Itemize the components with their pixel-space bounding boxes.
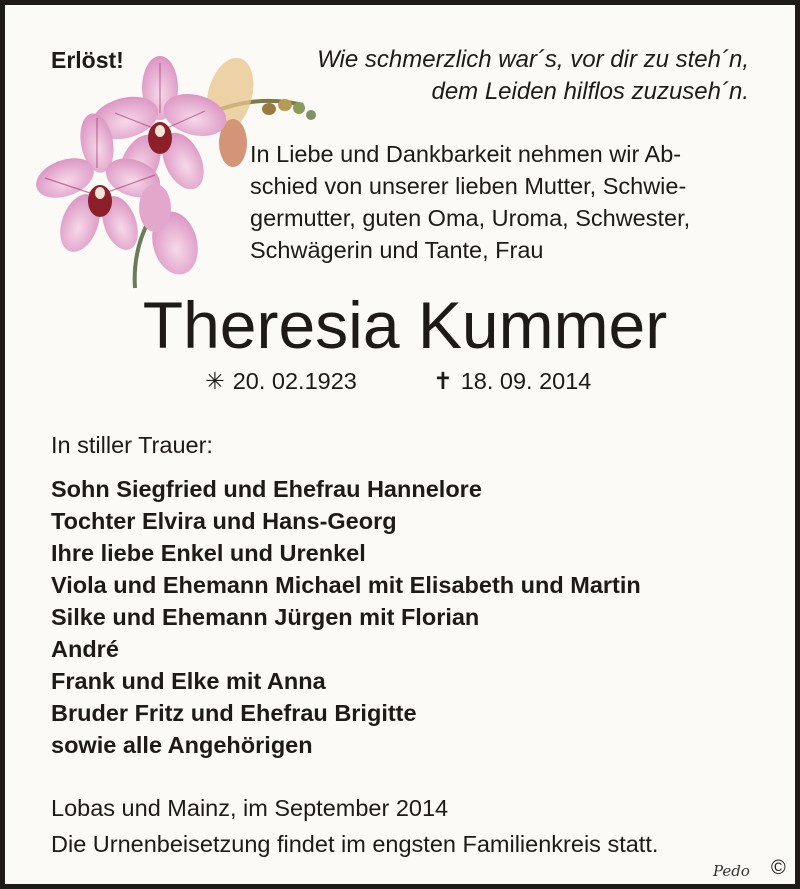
intro-line: germutter, guten Oma, Uroma, Schwester,	[250, 205, 691, 231]
burial-notice: Die Urnenbeisetzung findet im engsten Familienkreis statt.	[51, 831, 659, 857]
copyright-icon: ©	[771, 857, 786, 879]
intro-line: In Liebe und Dankbarkeit nehmen wir Ab-	[250, 141, 682, 167]
birth-star-icon: ✳	[205, 368, 225, 394]
intro-text	[250, 138, 770, 266]
exclamation-heading: Erlöst!	[51, 47, 124, 73]
list-item: sowie alle Angehörigen	[51, 732, 313, 758]
list-item: Viola und Ehemann Michael mit Elisabeth und Martin	[51, 572, 641, 598]
intro-line: schied von unserer lieben Mutter, Schwie-	[250, 173, 687, 199]
designer-signature: Pedo	[713, 862, 750, 880]
birth-date-group	[205, 367, 357, 395]
death-cross-icon: ✝	[433, 368, 453, 394]
intro-line: Schwägerin und Tante, Frau	[250, 237, 544, 263]
list-item: Ihre liebe Enkel und Urenkel	[51, 540, 366, 566]
birth-date: 20. 02.1923	[232, 368, 357, 394]
list-item: André	[51, 636, 119, 662]
mourners-list	[51, 473, 641, 761]
place-date: Lobas und Mainz, im September 2014	[51, 795, 449, 821]
death-date-group	[433, 367, 591, 395]
list-item: Bruder Fritz und Ehefrau Brigitte	[51, 700, 417, 726]
list-item: Silke und Ehemann Jürgen mit Florian	[51, 604, 480, 630]
list-item: Tochter Elvira und Hans-Georg	[51, 508, 397, 534]
deceased-name: Theresia Kummer	[142, 288, 668, 362]
death-date: 18. 09. 2014	[460, 368, 592, 394]
verse-line-2: dem Leiden hilflos zuzuseh´n.	[431, 78, 749, 105]
mourning-label: In stiller Trauer:	[51, 432, 213, 458]
verse-line-1: Wie schmerzlich war´s, vor dir zu steh´n,	[317, 46, 749, 73]
list-item: Sohn Siegfried und Ehefrau Hannelore	[51, 476, 482, 502]
list-item: Frank und Elke mit Anna	[51, 668, 326, 694]
